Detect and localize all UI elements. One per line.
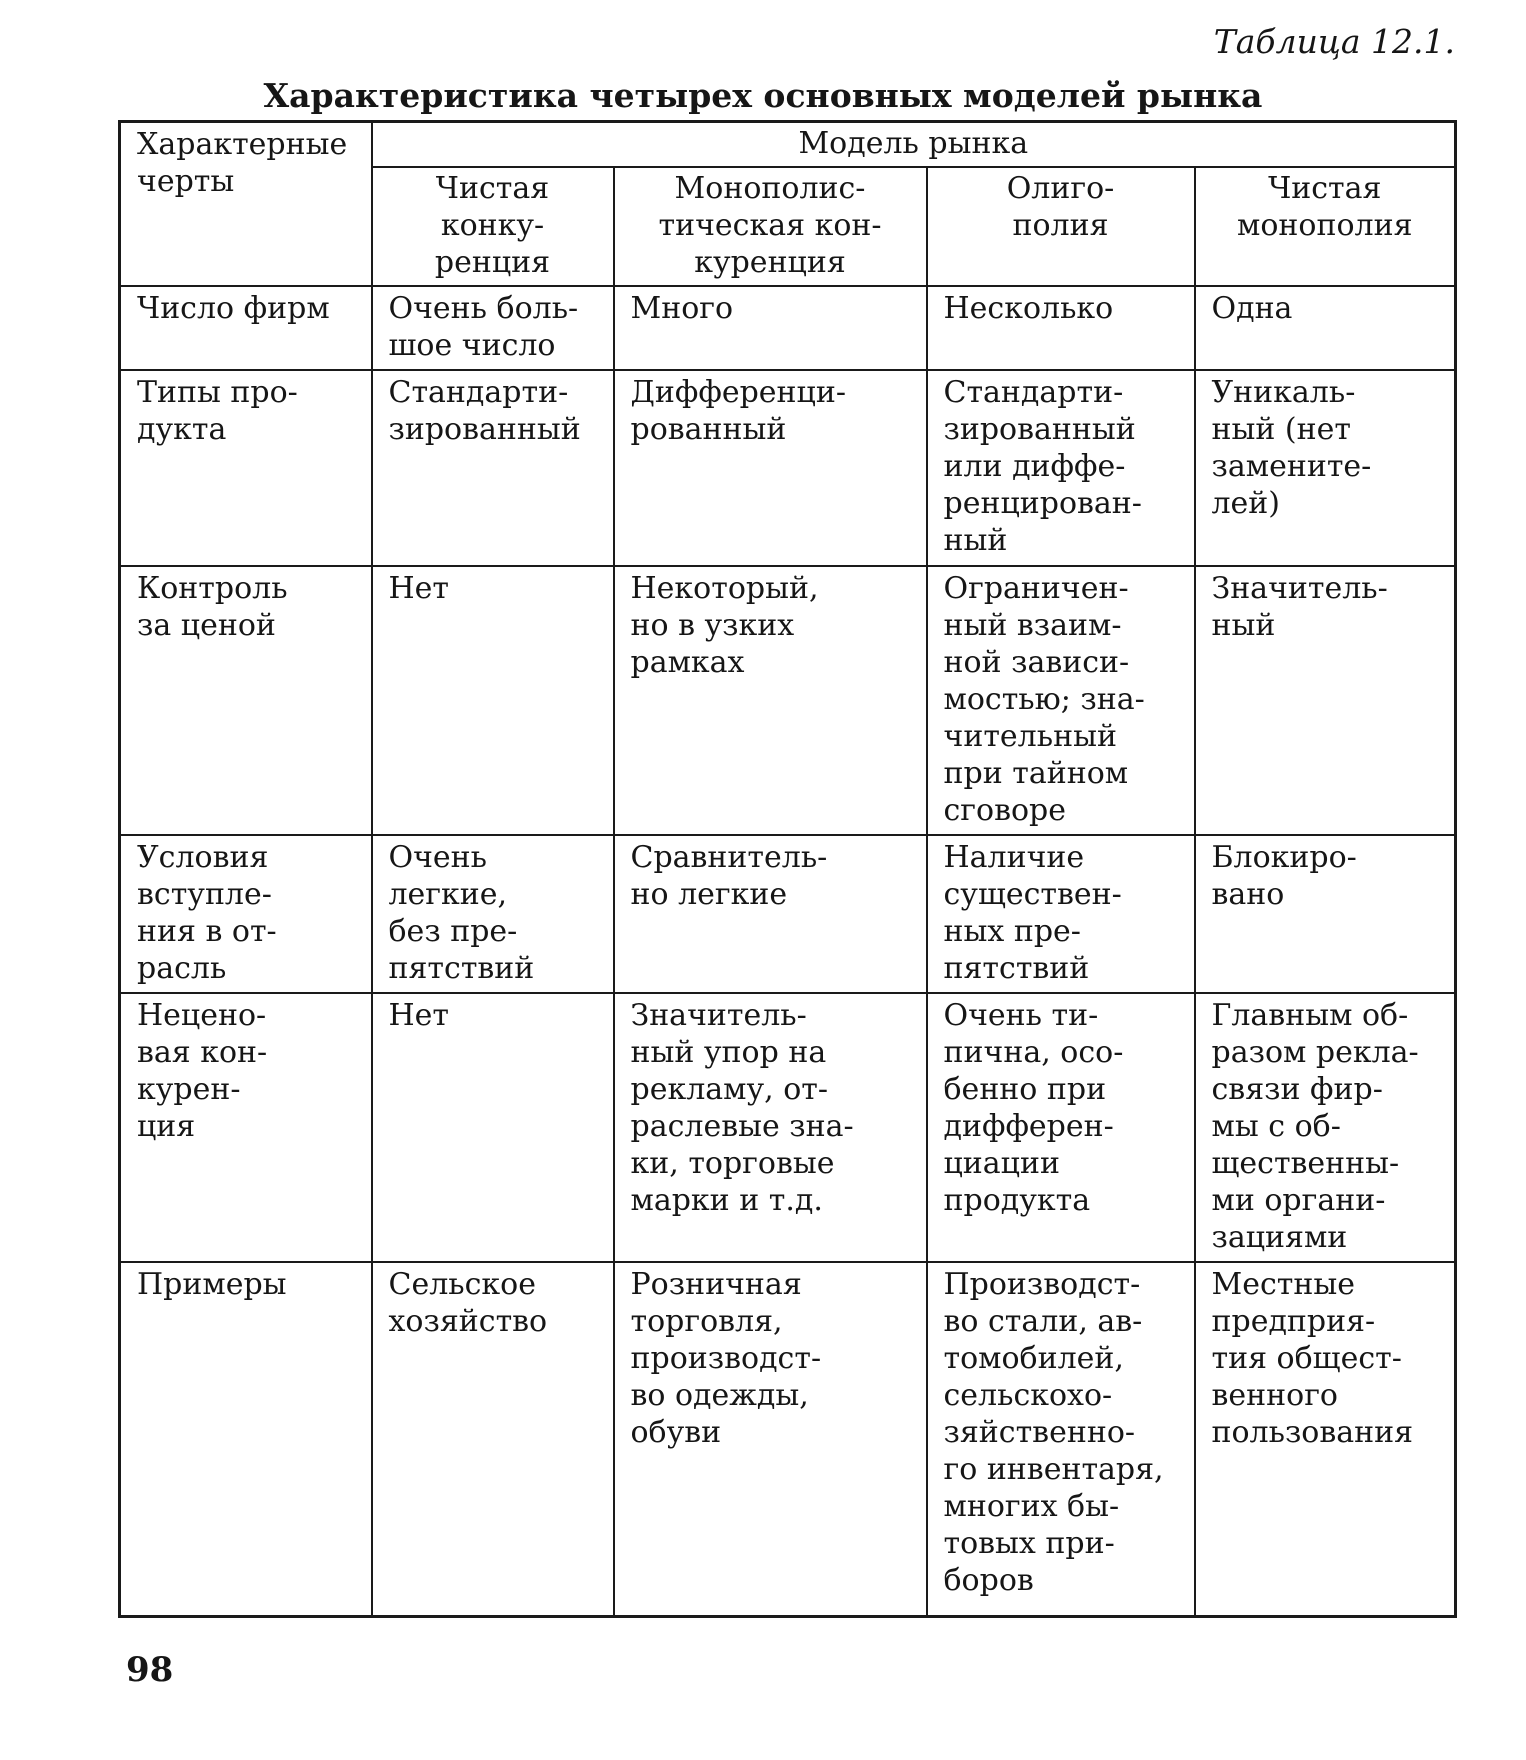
row-feature-cell: Примеры	[120, 1262, 372, 1616]
table-cell: Главным об- разом рекла- связи фир- мы с об- щественны- ми органи- зациями	[1195, 993, 1456, 1262]
table-cell: Ограничен- ный взаим- ной зависи- мостью; зна- чительный при тайном сговоре	[927, 566, 1195, 835]
table-row	[120, 370, 1456, 566]
table-cell: Уникаль- ный (нет замените- лей)	[1195, 370, 1456, 566]
table-row	[120, 993, 1456, 1262]
row-feature-cell: Нецено- вая кон- курен- ция	[120, 993, 372, 1262]
table-header	[120, 122, 1456, 287]
table-cell: Нет	[372, 993, 614, 1262]
row-feature-cell: Условия вступле- ния в от- расль	[120, 835, 372, 993]
table-body	[120, 286, 1456, 1616]
table-cell: Несколько	[927, 286, 1195, 370]
table-row	[120, 286, 1456, 370]
table-cell: Местные предприя- тия общест- венного пользования	[1195, 1262, 1456, 1616]
row-feature-cell: Число фирм	[120, 286, 372, 370]
table-number-label: Таблица 12.1.	[1213, 22, 1455, 61]
table-cell: Производст- во стали, ав- томобилей, сельскохо- зяйственно- го инвентаря, многих бы- товых при- боров	[927, 1262, 1195, 1616]
table-cell: Розничная торговля, производст- во одежды, обуви	[614, 1262, 927, 1616]
table-row	[120, 566, 1456, 835]
table-cell: Блокиро- вано	[1195, 835, 1456, 993]
market-models-table	[118, 120, 1457, 1618]
table-row	[120, 835, 1456, 993]
table-cell: Много	[614, 286, 927, 370]
table-cell: Значитель- ный упор на рекламу, от- раслевые зна- ки, торговые марки и т.д.	[614, 993, 927, 1262]
table-cell: Дифференци- рованный	[614, 370, 927, 566]
table-title: Характеристика четырех основных моделей рынка	[263, 76, 1263, 115]
table-cell: Очень боль- шое число	[372, 286, 614, 370]
table-cell: Сравнитель- но легкие	[614, 835, 927, 993]
table-row	[120, 1262, 1456, 1616]
header-row-top	[120, 122, 1456, 168]
row-feature-cell: Типы про- дукта	[120, 370, 372, 566]
header-features: Характерные черты	[120, 122, 372, 287]
header-market-model: Модель рынка	[372, 122, 1456, 168]
header-model-pure-monopoly: Чистая монополия	[1195, 167, 1456, 286]
header-model-monopolistic-competition: Монополис- тическая кон- куренция	[614, 167, 927, 286]
table-cell: Наличие существен- ных пре- пятствий	[927, 835, 1195, 993]
table-cell: Очень легкие, без пре- пятствий	[372, 835, 614, 993]
header-model-pure-competition: Чистая конку- ренция	[372, 167, 614, 286]
table-cell: Одна	[1195, 286, 1456, 370]
table-cell: Стандарти- зированный	[372, 370, 614, 566]
table-cell: Очень ти- пична, осо- бенно при дифферен- циации продукта	[927, 993, 1195, 1262]
page-number: 98	[126, 1650, 174, 1690]
table-cell: Значитель- ный	[1195, 566, 1456, 835]
table-cell: Некоторый, но в узких рамках	[614, 566, 927, 835]
table-cell: Нет	[372, 566, 614, 835]
row-feature-cell: Контроль за ценой	[120, 566, 372, 835]
header-model-oligopoly: Олиго- полия	[927, 167, 1195, 286]
table-cell: Сельское хозяйство	[372, 1262, 614, 1616]
table-cell: Стандарти- зированный или диффе- ренцирован- ный	[927, 370, 1195, 566]
